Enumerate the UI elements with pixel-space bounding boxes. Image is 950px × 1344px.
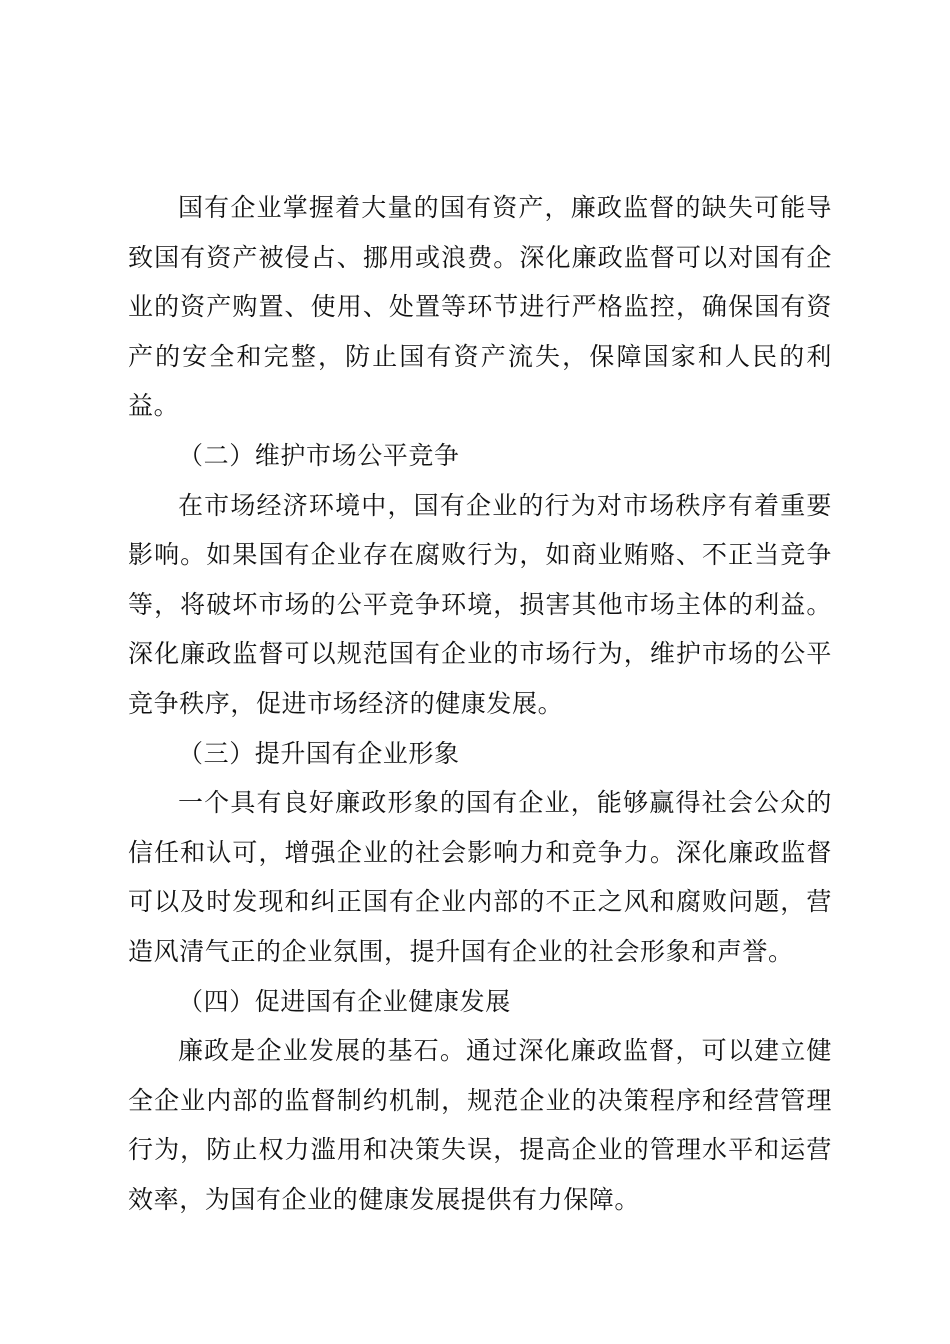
section-heading-3: （三）提升国有企业形象 (178, 738, 460, 768)
document-page (128, 183, 832, 1224)
paragraph-market-competition: 在市场经济环境中，国有企业的行为对市场秩序有着重要影响。如果国有企业存在腐败行为，如商业贿赂、不正当竞争等，将破坏市场的公平竞争环境，损害其他市场主体的利益。深化廉政监督可以规范国有企业的市场行为，维护市场的公平竞争秩序，促进市场经济的健康发展。 (128, 490, 832, 718)
paragraph-enterprise-image: 一个具有良好廉政形象的国有企业，能够赢得社会公众的信任和认可，增强企业的社会影响力和竞争力。深化廉政监督可以及时发现和纠正国有企业内部的不正之风和腐败问题，营造风清气正的企业氛围，提升国有企业的社会形象和声誉。 (128, 788, 832, 966)
paragraph-healthy-development: 廉政是企业发展的基石。通过深化廉政监督，可以建立健全企业内部的监督制约机制，规范企业的决策程序和经营管理行为，防止权力滥用和决策失误，提高企业的管理水平和运营效率，为国有企业的健康发展提供有力保障。 (128, 1036, 832, 1214)
paragraph-asset-protection: 国有企业掌握着大量的国有资产，廉政监督的缺失可能导致国有资产被侵占、挪用或浪费。深化廉政监督可以对国有企业的资产购置、使用、处置等环节进行严格监控，确保国有资产的安全和完整，防止国有资产流失，保障国家和人民的利益。 (128, 193, 832, 421)
section-heading-2: （二）维护市场公平竞争 (178, 440, 460, 470)
section-heading-4: （四）促进国有企业健康发展 (178, 986, 511, 1016)
